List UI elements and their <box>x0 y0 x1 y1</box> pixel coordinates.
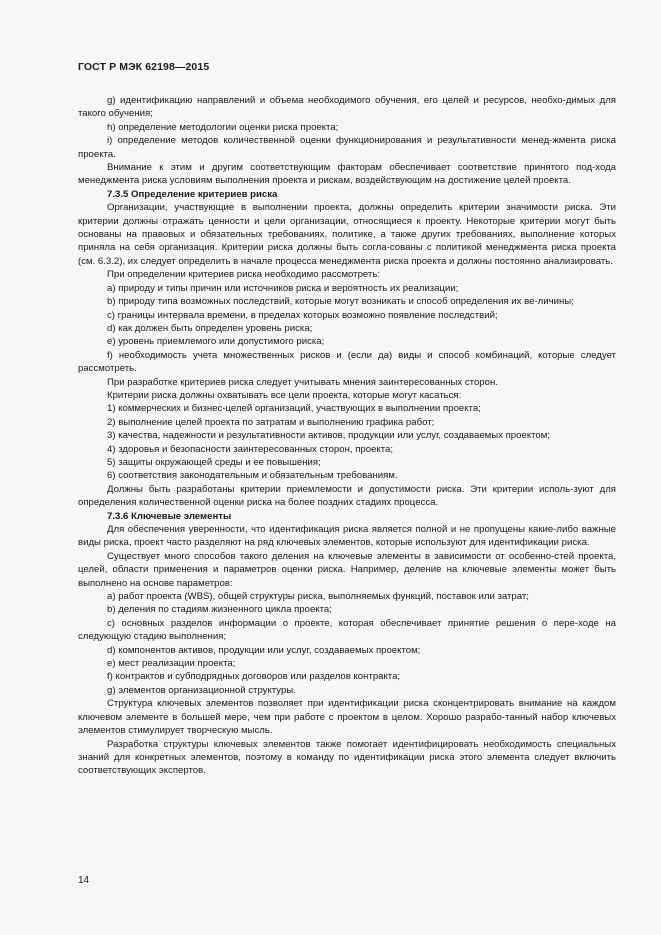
paragraph: a) природу и типы причин или источников риска и вероятность их реализации; <box>107 282 459 294</box>
paragraph: i) определение методов количественной оценки функционирования и результативности менед-жмента риска проекта. <box>78 135 616 160</box>
document-body <box>78 94 616 778</box>
paragraph: Организации, участвующие в выполнении проекта, должны определить критерии значимости риска. Эти критерии должны отражать ценности и цели организации, относящиеся к проекту. Некоторые критерии могут быть основаны на правовых и обязательных требованиях, политике, а также других требованиях, выполнение которых приняла на себя организация. Критерии риска должны быть согла-сованы с политикой менеджмента риска проекта (см. 6.3.2), их следует определить в начале процесса менеджмента риска проекта и должны постоянно анализировать. <box>78 202 616 267</box>
section-heading: 7.3.6 Ключевые элементы <box>107 510 232 522</box>
paragraph: h) определение методологии оценки риска проекта; <box>107 121 339 133</box>
paragraph: Существует много способов такого деления на ключевые элементы в зависимости от особенно-стей проекта, целей, области применения и параметров оценки риска. Например, деление на ключевые элементы может быть выполнено на основе параметров: <box>78 550 616 589</box>
paragraph: Структура ключевых элементов позволяет при идентификации риска сконцентрировать внимание на каждом ключевом элементе в большей мере, чем при работе с проектом в целом. Хорошо разрабо-танный набор ключевых элементов стимулирует творческую мысль. <box>78 698 616 737</box>
paragraph: b) природу типа возможных последствий, которые могут возникать и способ определения их ве-личины; <box>107 296 574 308</box>
paragraph: b) деления по стадиям жизненного цикла проекта; <box>107 604 332 616</box>
paragraph: Внимание к этим и другим соответствующим факторам обеспечивает соответствие принятого под-хода менеджмента риска условиям выполнения проекта и рискам, воздействующим на достижение целей проекта. <box>78 162 616 187</box>
paragraph: f) контрактов и субподрядных договоров или разделов контракта; <box>107 671 401 683</box>
paragraph: a) работ проекта (WBS), общей структуры риска, выполняемых функций, поставок или затрат; <box>107 591 529 603</box>
paragraph: c) основных разделов информации о проекте, которая обеспечивает принятие решения о пере-ходе на следующую стадию выполнения; <box>78 617 616 643</box>
paragraph: c) границы интервала времени, в пределах которых возможно появление последствий; <box>107 309 498 321</box>
page-number: 14 <box>78 875 90 886</box>
paragraph: g) элементов организационной структуры. <box>107 684 296 696</box>
paragraph: Должны быть разработаны критерии приемлемости и допустимости риска. Эти критерии исполь-зуют для определения количественной оценки риска на более поздних стадиях процесса. <box>78 483 616 509</box>
section-heading: 7.3.5 Определение критериев риска <box>107 188 278 200</box>
paragraph: 6) соответствия законодательным и обязательным требованиям. <box>107 470 398 482</box>
paragraph: Критерии риска должны охватывать все цели проекта, которые могут касаться: <box>107 389 462 401</box>
paragraph: При разработке критериев риска следует учитывать мнения заинтересованных сторон. <box>107 376 498 388</box>
document-header: ГОСТ Р МЭК 62198—2015 <box>78 61 210 73</box>
paragraph: 2) выполнение целей проекта по затратам и выполнению графика работ; <box>107 416 435 428</box>
paragraph: Разработка структуры ключевых элементов также помогает идентифицировать необходимость специальных знаний для конкретных элементов, поэтому в команду по идентификации риска этого элемента следует включить соответствующих экспертов. <box>78 738 616 777</box>
paragraph: e) уровень приемлемого или допустимого риска; <box>107 336 325 348</box>
paragraph: При определении критериев риска необходимо рассмотреть: <box>107 269 380 281</box>
paragraph: Для обеспечения уверенности, что идентификация риска является полной и не пропущены какие-либо важные виды риска, проект часто разделяют на ряд ключевых элементов, которые используют для идентификации риска. <box>78 524 616 549</box>
paragraph: d) как должен быть определен уровень риска; <box>107 322 313 334</box>
paragraph: 1) коммерческих и бизнес-целей организаций, участвующих в выполнении проекта; <box>107 403 481 415</box>
paragraph: d) компонентов активов, продукции или услуг, создаваемых проектом; <box>107 644 421 656</box>
paragraph: f) необходимость учета множественных рисков и (если да) виды и способ комбинаций, которые следует рассмотреть. <box>78 349 616 375</box>
paragraph: e) мест реализации проекта; <box>107 658 236 670</box>
paragraph: 4) здоровья и безопасности заинтересованных сторон, проекта; <box>107 443 393 455</box>
paragraph: 3) качества, надежности и результативности активов, продукции или услуг, создаваемых проектом; <box>107 430 551 442</box>
paragraph: 5) защиты окружающей среды и ее повышения; <box>107 456 321 468</box>
paragraph: g) идентификацию направлений и объема необходимого обучения, его целей и ресурсов, необхо-димых для такого обучения; <box>78 95 616 120</box>
